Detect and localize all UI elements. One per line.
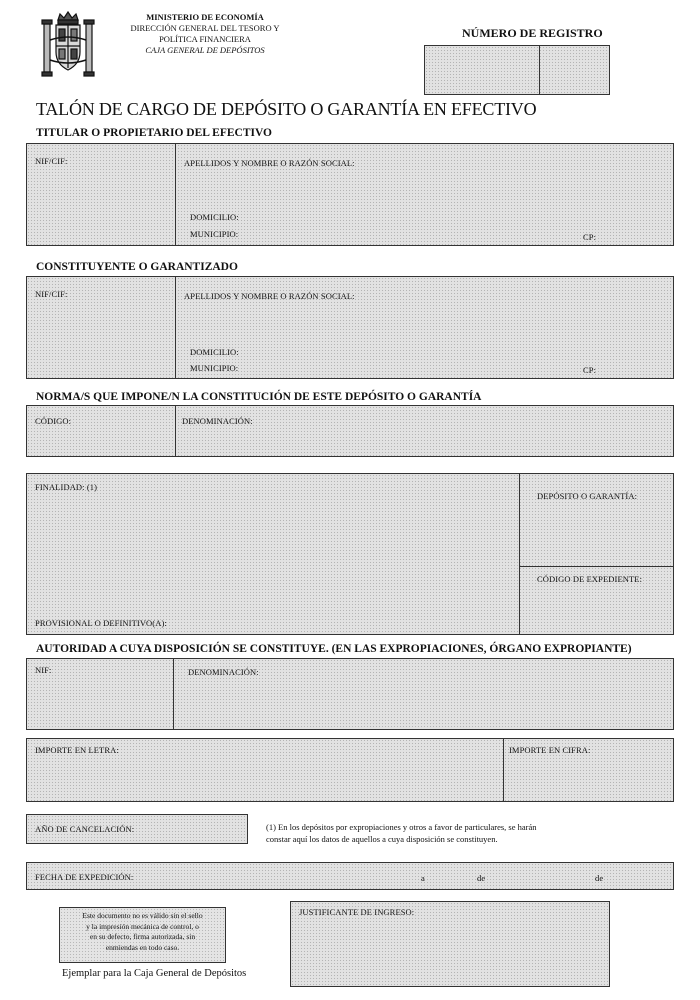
footer-copy-label: Ejemplar para la Caja General de Depósitos bbox=[62, 968, 247, 979]
provisional-label: PROVISIONAL O DEFINITIVO(A): bbox=[35, 618, 167, 628]
finalidad-box bbox=[26, 473, 674, 635]
page-title: TALÓN DE CARGO DE DEPÓSITO O GARANTÍA EN EFECTIVO bbox=[36, 99, 537, 119]
importe-cifra-label: IMPORTE EN CIFRA: bbox=[509, 745, 591, 755]
codigo-expediente-label: CÓDIGO DE EXPEDIENTE: bbox=[537, 574, 643, 584]
caja-name: CAJA GENERAL DE DEPÓSITOS bbox=[145, 45, 265, 55]
autoridad-nif-label: NIF: bbox=[35, 665, 52, 675]
notice-line-2: y la impresión mecánica de control, o bbox=[86, 921, 199, 931]
titular-nif-label: NIF/CIF: bbox=[35, 156, 68, 166]
direction-line-1: DIRECCIÓN GENERAL DEL TESORO Y bbox=[130, 23, 280, 33]
ministry-name: MINISTERIO DE ECONOMÍA bbox=[146, 12, 264, 22]
notice-line-1: Este documento no es válido sin el sello bbox=[82, 911, 203, 920]
expedicion-de-1: de bbox=[477, 873, 486, 883]
footnote-line-2: constar aquí los datos de aquellos a cuya disposición se constituyen. bbox=[266, 834, 498, 844]
justificante-box[interactable] bbox=[290, 901, 610, 987]
titular-cp-label: CP: bbox=[583, 232, 597, 242]
constituyente-nif-label: NIF/CIF: bbox=[35, 289, 68, 299]
expedicion-label: FECHA DE EXPEDICIÓN: bbox=[35, 872, 134, 882]
constituyente-heading: CONSTITUYENTE O GARANTIZADO bbox=[36, 261, 238, 273]
footnote bbox=[266, 821, 537, 845]
coat-of-arms-logo bbox=[40, 10, 96, 82]
notice-line-3: en su defecto, firma autorizada, sin bbox=[89, 932, 196, 941]
constituyente-box bbox=[26, 276, 674, 379]
titular-heading: TITULAR O PROPIETARIO DEL EFECTIVO bbox=[36, 127, 272, 139]
ministry-header bbox=[110, 12, 300, 56]
norma-heading: NORMA/S QUE IMPONE/N LA CONSTITUCIÓN DE ESTE DEPÓSITO O GARANTÍA bbox=[36, 391, 482, 403]
cancelacion-label: AÑO DE CANCELACIÓN: bbox=[35, 824, 135, 834]
justificante-label: JUSTIFICANTE DE INGRESO: bbox=[299, 907, 415, 917]
autoridad-heading: AUTORIDAD A CUYA DISPOSICIÓN SE CONSTITUYE. (EN LAS EXPROPIACIONES, ÓRGANO EXPROPIANTE) bbox=[36, 643, 632, 655]
direction-line-2: POLÍTICA FINANCIERA bbox=[159, 34, 251, 44]
footnote-line-1: (1) En los depósitos por expropiaciones y otros a favor de particulares, se harán bbox=[266, 822, 537, 832]
expedicion-de-2: de bbox=[595, 873, 604, 883]
titular-domicilio-label: DOMICILIO: bbox=[190, 212, 239, 222]
expedicion-a: a bbox=[421, 873, 425, 883]
cancelacion-box[interactable] bbox=[26, 814, 248, 844]
importe-box bbox=[26, 738, 674, 802]
titular-municipio-label: MUNICIPIO: bbox=[190, 229, 239, 239]
titular-box bbox=[26, 143, 674, 246]
constituyente-cp-label: CP: bbox=[583, 365, 597, 375]
expedicion-box[interactable] bbox=[26, 862, 674, 890]
constituyente-municipio-label: MUNICIPIO: bbox=[190, 363, 239, 373]
constituyente-name-label: APELLIDOS Y NOMBRE O RAZÓN SOCIAL: bbox=[184, 291, 355, 301]
deposito-garantia-label: DEPÓSITO O GARANTÍA: bbox=[537, 491, 638, 501]
autoridad-denominacion-label: DENOMINACIÓN: bbox=[188, 667, 259, 677]
constituyente-domicilio-label: DOMICILIO: bbox=[190, 347, 239, 357]
importe-letra-label: IMPORTE EN LETRA: bbox=[35, 745, 119, 755]
registry-label: NÚMERO DE REGISTRO bbox=[462, 26, 603, 40]
norma-box bbox=[26, 405, 674, 457]
finalidad-label: FINALIDAD: (1) bbox=[35, 482, 98, 492]
registry-number-field[interactable] bbox=[424, 45, 610, 95]
norma-codigo-label: CÓDIGO: bbox=[35, 416, 72, 426]
norma-denominacion-label: DENOMINACIÓN: bbox=[182, 416, 253, 426]
titular-name-label: APELLIDOS Y NOMBRE O RAZÓN SOCIAL: bbox=[184, 158, 355, 168]
validity-notice bbox=[59, 907, 226, 963]
notice-line-4: enmiendas en todo caso. bbox=[105, 942, 180, 952]
autoridad-box bbox=[26, 658, 674, 730]
